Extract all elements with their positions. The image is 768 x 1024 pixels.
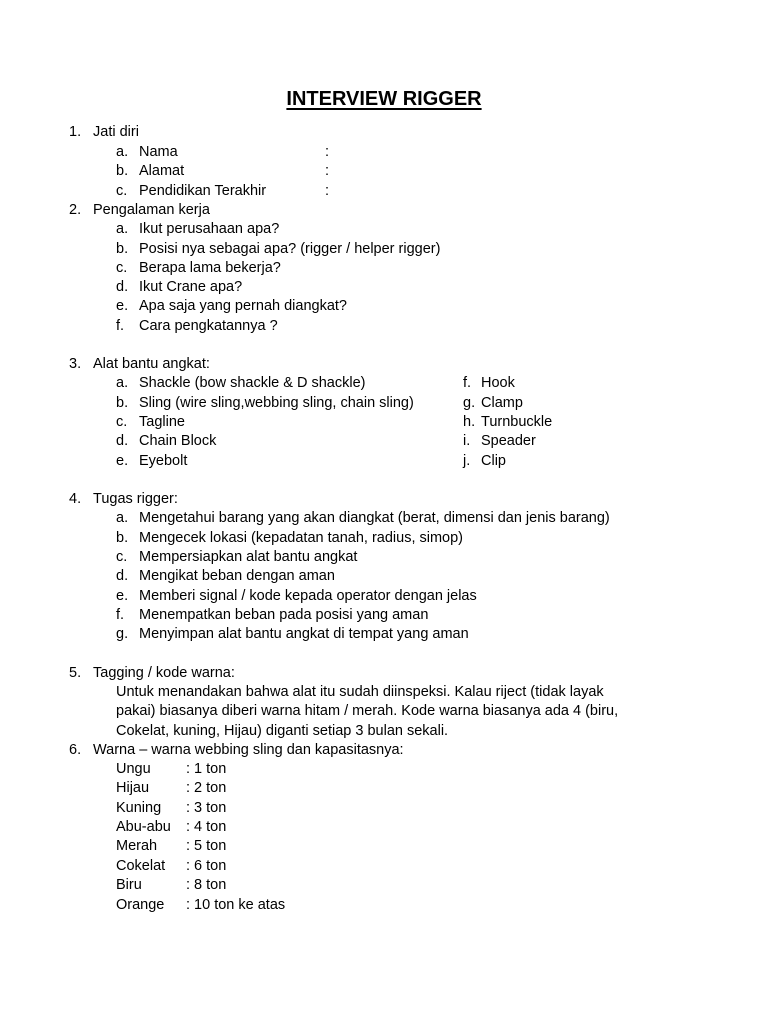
section-number: 1. [69, 124, 82, 140]
fill-in-colon: : [325, 163, 330, 179]
fill-in-colon: : [325, 183, 330, 199]
document-page: INTERVIEW RIGGER 1. Jati diri a. Nama : b. Alamat : c. Pendidikan Terakhir : 2. Pengalaman kerja a. Ikut perusahaan apa? b. Posisi nya sebagai apa? (rigger / helper rigger) c. Berapa lama bekerja? d. Ikut Crane apa? e. Apa saja yang pernah diangkat? f. Cara pengkatannya ? 3. Alat bantu angkat: a. Shackle (bow shackle & D shackle) f. Hook b. Sling (wire sling,webbing sling, chain sling) g. Clamp c. Tagline h. Turnbuckle d. Chain Block i. Speader e. Eyebolt j. Clip 4. Tugas rigger: a. Mengetahui barang yang akan diangkat (berat, dimensi dan jenis barang) b. Mengecek lokasi (kepadatan tanah, radius, simop) c. Mempersiapkan alat bantu angkat d. Mengikat beban dengan aman e. Memberi signal / kode kepada operator dengan jelas f. Menempatkan beban pada posisi yang aman g. Menyimpan alat bantu angkat di tempat yang aman 5. Tagging / kode warna: Untuk menandakan bahwa alat itu sudah diinspeksi. Kalau riject (tidak layak pakai) biasanya diberi warna hitam / merah. Kode warna biasanya ada 4 (biru, Cokelat, kuning, Hijau) diganti setiap 3 bulan sekali. 6. Warna – warna webbing sling dan kapasitasnya: Ungu : 1 ton Hijau : 2 ton Kuning : 3 ton Abu-abu : 4 ton Merah : 5 ton Cokelat : 6 ton Biru : 8 ton Orange : 10 ton ke atas [0, 0, 768, 1024]
section-title: Jati diri [93, 124, 139, 140]
section-number: 6. [69, 742, 82, 758]
section-number: 3. [69, 356, 82, 372]
section-number: 4. [69, 491, 82, 507]
section-title: Tugas rigger: [93, 491, 178, 507]
section-title: Warna – warna webbing sling dan kapasitasnya: [93, 742, 404, 758]
fill-in-colon: : [325, 144, 330, 160]
section-number: 2. [69, 202, 82, 218]
document-title: INTERVIEW RIGGER [286, 88, 482, 110]
section-title: Pengalaman kerja [93, 202, 210, 218]
section-title: Tagging / kode warna: [93, 665, 235, 681]
section-title: Alat bantu angkat: [93, 356, 210, 372]
section-number: 5. [69, 665, 82, 681]
